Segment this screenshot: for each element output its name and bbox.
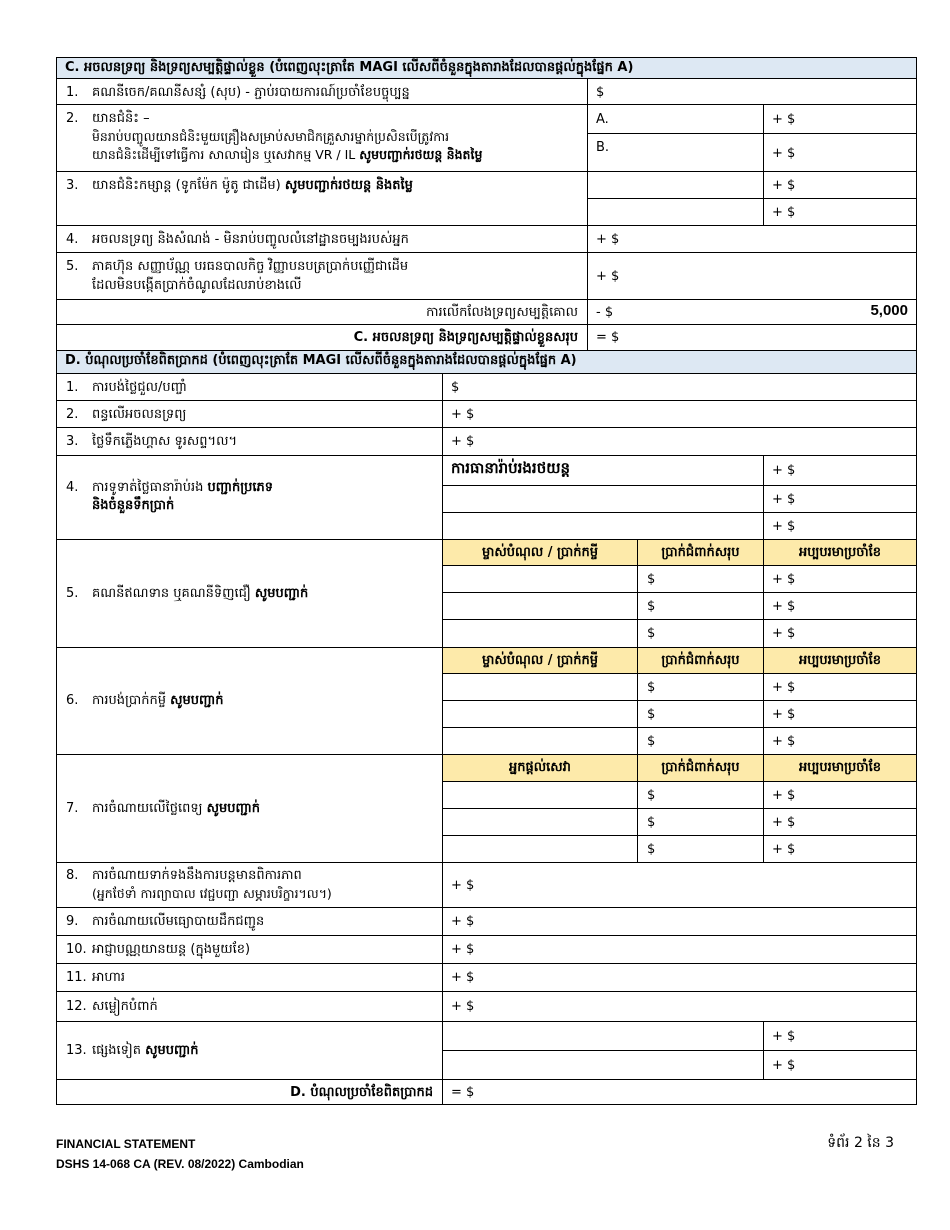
- d7-owed-3-prefix: $: [647, 842, 656, 857]
- d10-value-field[interactable]: [442, 935, 917, 964]
- d5-label: 5. គណនីឥណទាន ឬគណនីទិញជឿ សូមបញ្ជាក់: [66, 586, 309, 601]
- d6-owed-1-prefix: $: [647, 680, 656, 695]
- d2-value-field[interactable]: [442, 400, 917, 428]
- d7-owed-2-field[interactable]: [637, 808, 764, 836]
- d5-owed-2-prefix: $: [647, 599, 656, 614]
- d5-owed-3-prefix: $: [647, 626, 656, 641]
- d7-min-1-prefix: + $: [772, 788, 796, 803]
- d5-owed-3-field[interactable]: [637, 619, 764, 648]
- d13-other-2-field[interactable]: [442, 1050, 764, 1080]
- d6-owed-2-field[interactable]: [637, 700, 764, 728]
- d6-creditor-3-field[interactable]: [442, 727, 638, 755]
- d6-label: 6. ការបង់ប្រាក់កម្ចី សូមបញ្ជាក់: [66, 693, 224, 708]
- form-number: DSHS 14-068 CA (REV. 08/2022) Cambodian: [56, 1157, 304, 1171]
- exclusion-amount: 5,000: [870, 302, 908, 319]
- d3-label: 3. ថ្លៃទឹកភ្លើងហ្គាស ទូរសព្ទ។ល។: [66, 434, 238, 449]
- d-total-label: D. បំណុលប្រចាំខែពិតប្រាកដ: [290, 1085, 433, 1100]
- d12-value-field[interactable]: [442, 991, 917, 1022]
- d7-min-3-prefix: + $: [772, 842, 796, 857]
- d7-owed-2-prefix: $: [647, 815, 656, 830]
- d10-prefix: + $: [451, 942, 475, 957]
- d7-provider-2-field[interactable]: [442, 808, 638, 836]
- d5-creditor-2-field[interactable]: [442, 592, 638, 620]
- d8-value-field[interactable]: [442, 862, 917, 908]
- d13-label: 13. ផ្សេងទៀត សូមបញ្ជាក់: [66, 1043, 199, 1058]
- d2-prefix: + $: [451, 407, 475, 422]
- d6-min-1-prefix: + $: [772, 680, 796, 695]
- d4-type-2-field[interactable]: [442, 485, 764, 513]
- c1-value-field[interactable]: [587, 78, 917, 105]
- d6-owed-3-field[interactable]: [637, 727, 764, 755]
- d4-type-3-field[interactable]: [442, 512, 764, 540]
- d6-col-monthly-min: អប្បបរមាប្រចាំខែ: [763, 647, 917, 674]
- d12-prefix: + $: [451, 999, 475, 1014]
- d5-owed-1-field[interactable]: [637, 565, 764, 593]
- c1-value-prefix: $: [596, 85, 605, 100]
- d10-label: 10. អាជ្ញាបណ្ណយានយន្ត (ក្នុងមួយខែ): [66, 942, 251, 957]
- d9-value-field[interactable]: [442, 907, 917, 936]
- d3-prefix: + $: [451, 434, 475, 449]
- d7-col-monthly-min: អប្បបរមាប្រចាំខែ: [763, 754, 917, 782]
- d5-creditor-3-field[interactable]: [442, 619, 638, 648]
- c3-v1-prefix: + $: [772, 178, 796, 193]
- d7-provider-3-field[interactable]: [442, 835, 638, 863]
- d13-a1-prefix: + $: [772, 1029, 796, 1044]
- exclusion-label: ការលើកលែងទ្រព្យសម្បត្តិគោល: [426, 305, 578, 320]
- c3-v2-prefix: + $: [772, 205, 796, 220]
- d6-min-2-prefix: + $: [772, 707, 796, 722]
- c4-label: 4. អចលនទ្រព្យ និងសំណង់ - មិនរាប់បញ្ចូលលំនៅដ្ឋានចម្បងរបស់អ្នក: [66, 232, 409, 247]
- c2-line3: យានជំនិះដើម្បីទៅធ្វើការ សាលារៀន ឬសេវាកម្ម VR / IL សូមបញ្ជាក់រថយន្ត និងតម្លៃ: [92, 147, 483, 162]
- d13-a2-prefix: + $: [772, 1058, 796, 1073]
- d11-label: 11. អាហារ: [66, 970, 126, 985]
- d5-creditor-1-field[interactable]: [442, 565, 638, 593]
- d7-col-total-owed: ប្រាក់ជំពាក់សរុប: [637, 754, 764, 782]
- d5-min-3-prefix: + $: [772, 626, 796, 641]
- d5-min-1-prefix: + $: [772, 572, 796, 587]
- d4-line2: និងចំនួនទឹកប្រាក់: [92, 498, 175, 513]
- d11-value-field[interactable]: [442, 963, 917, 992]
- c2-a-value-prefix: + $: [772, 112, 796, 127]
- d5-owed-1-prefix: $: [647, 572, 656, 587]
- d5-col-total-owed: ប្រាក់ជំពាក់សរុប: [637, 539, 764, 566]
- d5-col-monthly-min: អប្បបរមាប្រចាំខែ: [763, 539, 917, 566]
- c2-b-label: B.: [596, 140, 610, 155]
- form-title: FINANCIAL STATEMENT: [56, 1137, 196, 1151]
- d5-owed-2-field[interactable]: [637, 592, 764, 620]
- c2-b-value-prefix: + $: [772, 146, 796, 161]
- c5-line1: 5. ភាគហ៊ុន សញ្ញាប័ណ្ណ បរធនបាលកិច្ច វិញ្ញាបនបត្រប្រាក់បញ្ញើជាដើម: [66, 259, 409, 274]
- c5-line2: ដែលមិនបង្កើតប្រាក់ចំណូលដែលរាប់ខាងលើ: [92, 278, 302, 293]
- d7-owed-1-prefix: $: [647, 788, 656, 803]
- d5-col-creditor: ម្ចាស់បំណុល / ប្រាក់កម្ចី: [442, 539, 638, 566]
- d1-prefix: $: [451, 380, 460, 395]
- page-number: ទំព័រ 2 នៃ 3: [827, 1135, 894, 1151]
- d12-label: 12. សម្លៀកបំពាក់: [66, 999, 158, 1014]
- d6-col-total-owed: ប្រាក់ជំពាក់សរុប: [637, 647, 764, 674]
- c3-vehicle-1-field[interactable]: [587, 171, 764, 199]
- c-total-label: C. អចលនទ្រព្យ និងទ្រព្យសម្បត្តិផ្ទាល់ខ្លួនសរុប: [353, 330, 578, 345]
- d7-min-2-prefix: + $: [772, 815, 796, 830]
- d4-a1-prefix: + $: [772, 463, 796, 478]
- d9-label: 9. ការចំណាយលើមធ្យោបាយដឹកជញ្ជូន: [66, 914, 265, 929]
- d7-owed-3-field[interactable]: [637, 835, 764, 863]
- d6-min-3-prefix: + $: [772, 734, 796, 749]
- c2-line1: 2. យានជំនិះ –: [66, 111, 150, 126]
- d8-line1: 8. ការចំណាយទាក់ទងនឹងការបន្តមានពិការភាព: [66, 868, 302, 883]
- d2-label: 2. ពន្ធលើអចលនទ្រព្យ: [66, 407, 187, 422]
- d9-prefix: + $: [451, 914, 475, 929]
- d3-value-field[interactable]: [442, 427, 917, 456]
- d4-a2-prefix: + $: [772, 492, 796, 507]
- c5-value-prefix: + $: [596, 269, 620, 284]
- section-d-header: D. បំណុលប្រចាំខែពិតប្រាកដ (បំពេញលុះត្រាតែ MAGI លើសពីចំនួនក្នុងតារាងដែលបានផ្តល់ក្នុងផ្នែក A): [56, 350, 917, 374]
- d6-owed-3-prefix: $: [647, 734, 656, 749]
- d6-creditor-1-field[interactable]: [442, 673, 638, 701]
- d11-prefix: + $: [451, 970, 475, 985]
- d6-owed-2-prefix: $: [647, 707, 656, 722]
- c5-value-field[interactable]: [587, 252, 917, 300]
- d1-label: 1. ការបង់ថ្លៃជួល/បញ្ចាំ: [66, 380, 187, 395]
- section-c-header: C. អចលនទ្រព្យ និងទ្រព្យសម្បត្តិផ្ទាល់ខ្លួន (បំពេញលុះត្រាតែ MAGI លើសពីចំនួនក្នុងតារាងដែលបានផ្តល់ក្នុងផ្នែក A): [56, 57, 917, 79]
- d7-provider-1-field[interactable]: [442, 781, 638, 809]
- d6-owed-1-field[interactable]: [637, 673, 764, 701]
- c2-line2: មិនរាប់បញ្ចូលយានជំនិះមួយគ្រឿងសម្រាប់សមាជិកគ្រួសារម្នាក់ប្រសិនបើត្រូវការ: [92, 129, 450, 144]
- c3-vehicle-2-field[interactable]: [587, 198, 764, 226]
- c1-label: 1. គណនីចេក/គណនីសន្សំ (សុប) - ភ្ជាប់របាយការណ៍ប្រចាំខែបច្ចុប្បន្ន: [66, 85, 410, 100]
- d6-col-creditor: ម្ចាស់បំណុល / ប្រាក់កម្ចី: [442, 647, 638, 674]
- c-total-prefix: = $: [596, 330, 620, 345]
- d13-other-1-field[interactable]: [442, 1021, 764, 1051]
- d7-col-provider: អ្នកផ្តល់សេវា: [442, 754, 638, 782]
- d5-min-2-prefix: + $: [772, 599, 796, 614]
- d-total-prefix: = $: [451, 1085, 475, 1100]
- d-total-field[interactable]: [442, 1079, 917, 1105]
- d4-auto-insurance-label: ការធានារ៉ាប់រងរថយន្ត: [451, 459, 571, 477]
- d7-owed-1-field[interactable]: [637, 781, 764, 809]
- c2-vehicle-a-field[interactable]: [587, 104, 764, 134]
- d6-creditor-2-field[interactable]: [442, 700, 638, 728]
- d8-prefix: + $: [451, 878, 475, 893]
- d1-value-field[interactable]: [442, 373, 917, 401]
- d4-a3-prefix: + $: [772, 519, 796, 534]
- c-total-field[interactable]: [587, 324, 917, 351]
- d7-label: 7. ការចំណាយលើថ្លៃពេទ្យ សូមបញ្ជាក់: [66, 801, 261, 816]
- c2-vehicle-b-field[interactable]: [587, 133, 764, 172]
- c3-label: 3. យានជំនិះកម្សាន្ត (ទូកម៉ែក ម៉ូតូ ជាដើម) សូមបញ្ជាក់រថយន្ត និងតម្លៃ: [66, 178, 413, 193]
- d4-line1: 4. ការទូទាត់ថ្លៃធានារ៉ាប់រង បញ្ជាក់ប្រភេទ: [66, 480, 274, 495]
- c4-value-field[interactable]: [587, 225, 917, 253]
- c4-value-prefix: + $: [596, 232, 620, 247]
- c2-a-label: A.: [596, 112, 609, 127]
- exclusion-prefix: - $: [596, 305, 614, 320]
- d8-line2: (អ្នកថែទាំ ការព្យាបាល វេជ្ជបញ្ជា សម្ភារបរិក្ខារ។ល។): [92, 886, 332, 901]
